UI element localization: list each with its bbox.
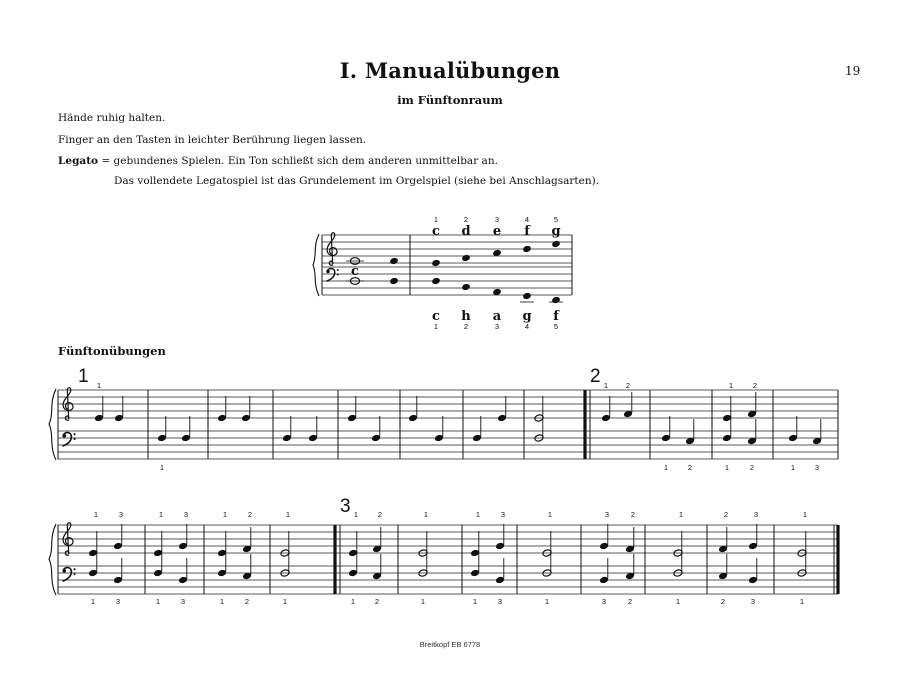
fingering-number: 1 [159,463,165,472]
fingering-number: 1 [158,510,164,519]
fingering-number: 2 [627,597,633,606]
fingering-number: 2 [752,381,758,390]
legato-note: Das vollendete Legatospiel ist das Grundelement im Orgelspiel (siehe bei Anschlagsarten). [114,175,600,187]
exercise-number-1: 1 [78,366,89,387]
fingering-number: 3 [753,510,759,519]
fingering-number: 3 [183,510,189,519]
section-heading: Fünftonübungen [58,344,166,358]
fingering-number: 1 [222,510,228,519]
scale-right-hand [431,215,560,267]
fingering-number: 2 [463,215,469,224]
note-head [551,296,560,304]
page-title: I. Manualübungen [339,58,561,83]
fingering-number: 1 [155,597,161,606]
scale-left-hand [431,277,563,331]
subtitle: im Fünftonraum [397,93,503,107]
note-name: d [461,224,471,239]
fingering-number: 1 [678,510,684,519]
fingering-number: 1 [728,381,734,390]
note-name: a [492,309,502,324]
fingering-number: 2 [723,510,729,519]
fingering-number: 4 [524,322,530,331]
exercise-number-3: 3 [340,496,351,517]
fingering-number: 1 [353,510,359,519]
fingering-number: 4 [524,215,530,224]
row1-bass-staff [58,431,838,459]
fingering-number: 3 [118,510,124,519]
exercise-row-2 [49,496,838,606]
fingering-number: 3 [115,597,121,606]
fingering-number: 2 [625,381,631,390]
page-number: 19 [845,64,861,78]
note-name: g [551,224,561,239]
row2-brace [49,524,56,595]
fingering-number: 3 [494,322,500,331]
row2-barlines [145,525,838,594]
fingering-number: 1 [603,381,609,390]
note-head [389,257,398,265]
bass-clef-icon [62,568,75,582]
legato-text: = gebundenes Spielen. Ein Ton schließt sich dem anderen unmittelbar an. [98,155,498,167]
fingering-number: 3 [750,597,756,606]
fingering-number: 1 [93,510,99,519]
exercise-number-2: 2 [590,366,601,387]
bass-clef-icon [62,433,75,447]
instruction-hands: Hände ruhig halten. [58,112,166,124]
fingering-number: 2 [244,597,250,606]
fingering-number: 1 [420,597,426,606]
fingering-number: 2 [247,510,253,519]
row2-notes [88,510,807,606]
scale-example [313,215,572,331]
note-head [461,254,470,262]
fingering-number: 1 [675,597,681,606]
fingering-number: 1 [547,510,553,519]
row1-barlines [148,390,838,459]
fingering-number: 3 [497,597,503,606]
legato-term: Legato [58,155,99,167]
scale-treble-staff [322,235,572,263]
publisher-footer: Breitkopf EB 6778 [419,640,481,649]
note-head [461,283,470,291]
note-name: h [461,309,471,324]
fingering-number: 3 [180,597,186,606]
fingering-number: 2 [720,597,726,606]
fingering-number: 2 [463,322,469,331]
fingering-number: 2 [374,597,380,606]
note-head [431,277,440,285]
row2-bass-staff [58,566,838,594]
fingering-number: 2 [630,510,636,519]
fingering-number: 1 [724,463,730,472]
fingering-number: 3 [601,597,607,606]
exercise-row-1 [49,366,838,472]
note-name: c [432,224,440,239]
fingering-number: 5 [553,215,559,224]
fingering-number: 2 [687,463,693,472]
note-head [431,259,440,267]
fingering-number: 1 [663,463,669,472]
note-name: c [432,309,440,324]
fingering-number: 1 [96,381,102,390]
fingering-number: 1 [282,597,288,606]
fingering-number: 5 [553,322,559,331]
fingering-number: 1 [544,597,550,606]
scale-brace [313,234,319,296]
fingering-number: 2 [377,510,383,519]
row1-notes [94,381,822,472]
fingering-number: 1 [423,510,429,519]
fingering-number: 3 [604,510,610,519]
fingering-number: 1 [475,510,481,519]
note-head [389,277,398,285]
fingering-number: 3 [500,510,506,519]
fingering-number: 3 [814,463,820,472]
row1-brace [49,389,56,460]
note-head [522,245,531,253]
fingering-number: 1 [472,597,478,606]
fingering-number: 1 [802,510,808,519]
row1-treble-staff [58,390,838,418]
instruction-fingers: Finger an den Tasten in leichter Berührung liegen lassen. [58,134,367,146]
bass-clef-icon [326,269,338,282]
fingering-number: 1 [790,463,796,472]
note-name: f [524,224,530,239]
fingering-number: 1 [219,597,225,606]
note-head [522,292,531,300]
note-head [551,240,560,248]
fingering-number: 1 [90,597,96,606]
fingering-number: 3 [494,215,500,224]
fingering-number: 1 [285,510,291,519]
fingering-number: 1 [799,597,805,606]
center-note-name: c [351,264,359,279]
fingering-number: 1 [433,322,439,331]
note-name: f [553,309,559,324]
note-name: e [492,224,502,239]
note-name: g [522,309,532,324]
fingering-number: 1 [350,597,356,606]
fingering-number: 1 [433,215,439,224]
fingering-number: 2 [749,463,755,472]
